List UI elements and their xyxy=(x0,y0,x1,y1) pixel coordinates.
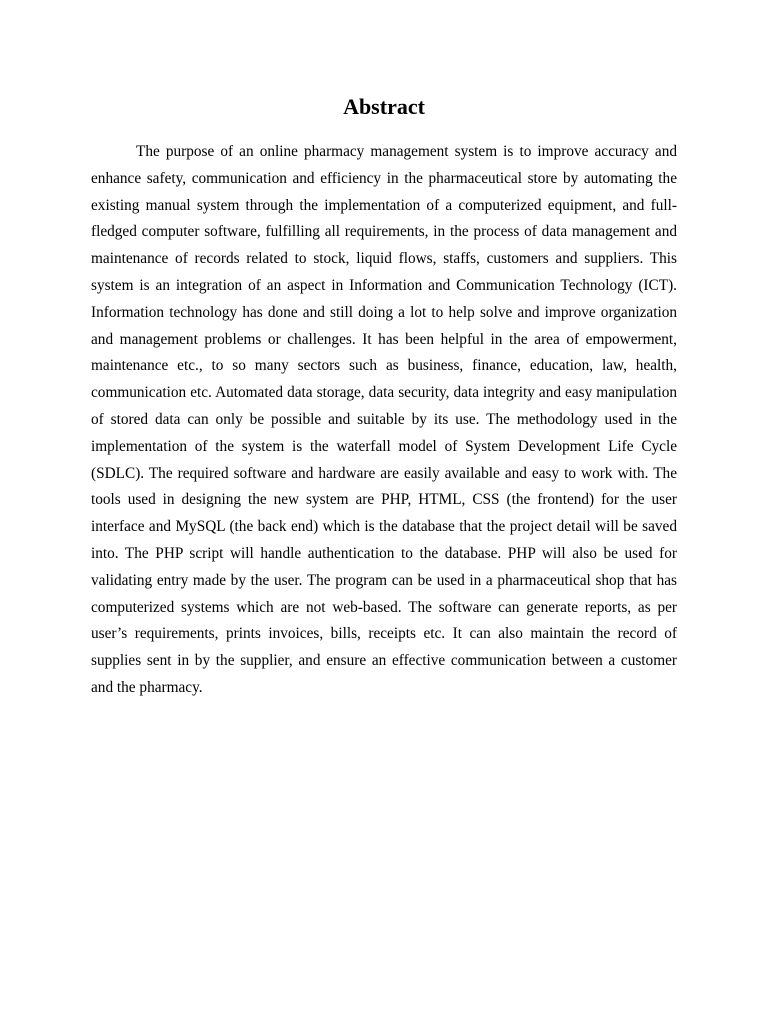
abstract-paragraph: The purpose of an online pharmacy management system is to improve accuracy and enhance safety, communication and efficiency in the pharmaceutical store by automating the existing manual system through the implementation of a computerized equipment, and full-fledged computer software, fulfilling all requirements, in the process of data management and maintenance of records related to stock, liquid flows, staffs, customers and suppliers. This system is an integration of an aspect in Information and Communication Technology (ICT). Information technology has done and still doing a lot to help solve and improve organization and management problems or challenges. It has been helpful in the area of empowerment, maintenance etc., to so many sectors such as business, finance, education, law, health, communication etc. Automated data storage, data security, data integrity and easy manipulation of stored data can only be possible and suitable by its use. The methodology used in the implementation of the system is the waterfall model of System Development Life Cycle (SDLC). The required software and hardware are easily available and easy to work with. The tools used in designing the new system are PHP, HTML, CSS (the frontend) for the user interface and MySQL (the back end) which is the database that the project detail will be saved into. The PHP script will handle authentication to the database. PHP will also be used for validating entry made by the user. The program can be used in a pharmaceutical shop that has computerized systems which are not web-based. The software can generate reports, as per user’s requirements, prints invoices, bills, receipts etc. It can also maintain the record of supplies sent in by the supplier, and ensure an effective communication between a customer and the pharmacy. xyxy=(91,143,677,696)
page-title: Abstract xyxy=(343,94,425,119)
